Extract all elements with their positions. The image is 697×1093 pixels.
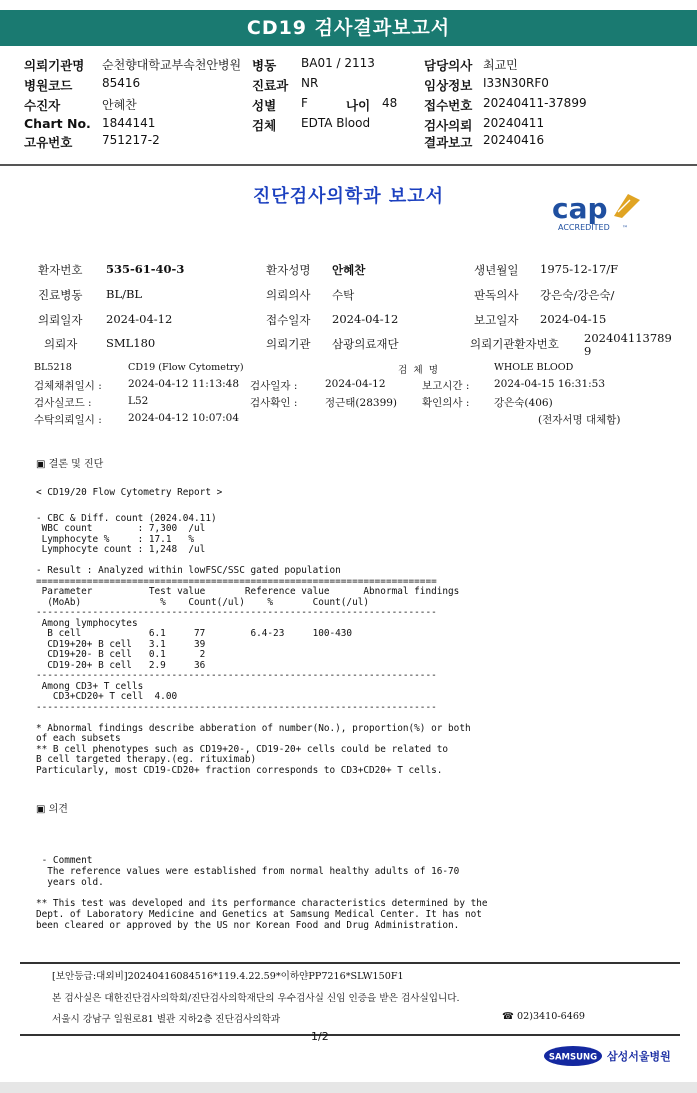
report-line: - Result : Analyzed within lowFSC/SSC gated population [36,565,341,576]
comment-line: ** This test was developed and its performance characteristics determined by the [36,898,488,910]
pi-value-birth: 1975-12-17/F [540,262,619,276]
pi-value-request-date: 2024-04-12 [106,312,173,326]
samsung-hospital-text: 삼성서울병원 [607,1050,671,1063]
pi-value-patient-name: 안혜찬 [332,263,366,277]
receipt-no-label: 접수번호 [424,98,473,113]
certification-line: 본 검사실은 대한진단검사의학회/진단검사의학재단의 우수검사실 신임 인증을 받은 검사실입니다. [52,993,460,1004]
institution-value: 순천향대학교부속천안병원 [102,58,242,72]
unique-no-value: 751217-2 [102,133,160,147]
report-line: CD19+20- B cell 0.1 2 [36,649,206,660]
samsung-brand-text: SAMSUNG [548,1052,598,1063]
report-line: Parameter Test value Reference value Abnormal findings [36,586,460,597]
pi-label-birth: 생년월일 [474,263,519,277]
report-line: ----------------------------------------------------------------------- [36,701,437,713]
department-label: 진료과 [252,78,289,93]
footer-box [20,962,680,1036]
cap-accredited-text: ACCREDITED [558,223,610,232]
clinical-info-label: 임상정보 [424,78,473,93]
report-line: ----------------------------------------------------------------------- [36,607,437,618]
pi-value-patient-no: 535-61-40-3 [106,262,185,276]
sex-label: 성별 [252,98,277,113]
pi-value-requester: SML180 [106,336,156,350]
report-line: B cell targeted therapy.(eg. rituximab) [36,754,257,765]
specimen-name-value: WHOLE BLOOD [494,362,574,373]
request-time-label: 수탁의뢰일시 : [34,414,102,426]
doctor-label: 담당의사 [424,58,473,73]
age-label: 나이 [346,98,371,113]
lab-address: 서울시 강남구 일원로81 별관 지하2층 진단검사의학과 [52,1014,281,1025]
test-date-label: 검사일자 : [250,380,298,392]
ward-label: 병동 [252,58,277,73]
test-confirm-value: 정근태(28399) [325,397,398,409]
result-heading: ▣ 결론 및 진단 [36,459,104,470]
test-confirm-label: 검사확인 : [250,397,298,409]
specimen-value: EDTA Blood [301,116,371,130]
pi-label-ward: 진료병동 [38,288,83,302]
report-line: ----------------------------------------------------------------------- [36,670,437,681]
receipt-no-value: 20240411-37899 [483,96,587,110]
report-date-label: 결과보고 [424,135,473,150]
pi-value-org-patient-no-cont: 9 [584,344,592,358]
bottom-stripe [0,1082,697,1093]
unique-no-label: 고유번호 [24,135,73,150]
report-line: Lymphocyte % : 17.1 % [36,533,195,545]
ward-value: BA01 / 2113 [301,56,375,70]
lab-room-label: 검사실코드 : [34,397,92,409]
test-code: BL5218 [34,362,72,373]
samsung-hospital-logo [543,1043,673,1069]
report-time-label: 보고시간 : [422,380,470,392]
pi-value-receipt-date: 2024-04-12 [332,312,399,326]
pi-label-request-date: 의뢰일자 [38,313,83,327]
report-line: Among CD3+ T cells [36,680,144,692]
cap-trademark: ™ [622,225,628,232]
test-name: CD19 (Flow Cytometry) [128,362,244,373]
pi-label-requester: 의뢰자 [44,337,78,351]
request-time-value: 2024-04-12 10:07:04 [128,412,240,424]
lab-phone: ☎ 02)3410-6469 [502,1011,586,1022]
cap-logo-text: cap [552,192,608,225]
age-value: 48 [382,96,398,110]
collect-time-value: 2024-04-12 11:13:48 [128,378,240,390]
hospital-code-value: 85416 [102,76,141,90]
report-date-value: 20240416 [483,133,545,147]
pi-label-org-patient-no: 의뢰기관환자번호 [470,337,559,351]
pi-label-patient-no: 환자번호 [38,263,83,277]
cap-accredited-logo [548,186,644,236]
pi-value-request-doctor: 수탁 [332,288,355,302]
hospital-code-label: 병원코드 [24,78,73,93]
report-line: ======================================================================= [36,575,437,587]
report-line: < CD19/20 Flow Cytometry Report > [36,487,223,498]
pi-value-request-org: 삼광의료재단 [332,337,399,351]
report-line: Among lymphocytes [36,617,138,629]
chart-no-value: 1844141 [102,116,156,130]
chart-no-label: Chart No. [24,116,91,131]
pi-label-request-org: 의뢰기관 [266,337,311,351]
report-line: - CBC & Diff. count (2024.04.11) [36,512,217,524]
confirm-doctor-value: 강은숙(406) [494,397,553,409]
comment-line: The reference values were established from normal healthy adults of 16-70 [36,865,460,877]
comment-line: Dept. of Laboratory Medicine and Genetics at Samsung Medical Center. It has not [36,909,482,920]
lab-room-value: L52 [128,395,149,407]
request-date-value: 20240411 [483,116,545,130]
page-number: 1/2 [311,1030,329,1043]
report-line: Particularly, most CD19-CD20+ fraction corresponds to CD3+CD20+ T cells. [36,764,443,776]
comment-line: been cleared or approved by the US nor Korean Food and Drug Administration. [36,919,460,931]
pi-label-receipt-date: 접수일자 [266,313,311,327]
patient-value: 안혜찬 [102,98,137,112]
confirm-doctor-label: 확인의사 : [422,397,470,409]
security-line: [보안등급:대외비]20240416084516*119.4.22.59*이하얀PP7216*SLW150F1 [52,971,404,982]
sex-value: F [301,96,308,110]
test-date-value: 2024-04-12 [325,378,386,390]
report-line: WBC count : 7,300 /ul [36,523,206,534]
pi-value-reading-doctor: 강은숙/강은숙/ [540,288,615,302]
report-line: * Abnormal findings describe abberation of number(No.), proportion(%) or both [36,722,471,734]
pi-value-ward: BL/BL [106,287,143,301]
report-line: CD3+CD20+ T cell 4.00 [36,691,178,702]
report-line: (MoAb) % Count(/ul) % Count(/ul) [36,596,370,608]
report-line: CD19+20+ B cell 3.1 39 [36,638,206,650]
collect-time-label: 검체채취일시 : [34,380,102,392]
opinion-heading: ▣ 의견 [36,804,68,815]
request-date-label: 검사의뢰 [424,118,473,133]
specimen-name-label: 검 체 명 [398,365,439,376]
pi-label-request-doctor: 의뢰의사 [266,288,311,302]
esign-note: (전자서명 대체함) [538,414,621,426]
pi-label-report-date: 보고일자 [474,313,519,327]
report-time-value: 2024-04-15 16:31:53 [494,378,606,390]
doctor-value: 최교민 [483,58,518,72]
patient-label: 수진자 [24,98,61,113]
report-line: Lymphocyte count : 1,248 /ul [36,544,206,555]
report-line: CD19-20+ B cell 2.9 36 [36,659,206,671]
lab-report-title: 진단검사의학과 보고서 [252,186,445,207]
pi-label-patient-name: 환자성명 [266,263,311,277]
specimen-label: 검체 [252,118,277,133]
clinical-info-value: I33N30RF0 [483,76,549,90]
report-title-bar: CD19 검사결과보고서 [0,10,697,46]
pi-value-report-date: 2024-04-15 [540,312,607,326]
pi-value-org-patient-no: 202404113789 [584,331,672,345]
institution-label: 의뢰기관명 [24,58,85,73]
cap-flag-icon [614,194,640,218]
header-info [0,48,697,166]
department-value: NR [301,76,319,90]
report-line: of each subsets [36,733,121,744]
comment-line: - Comment [36,855,93,866]
report-line: B cell 6.1 77 6.4-23 100-430 [36,628,353,639]
comment-line: years old. [36,876,104,888]
report-line: ** B cell phenotypes such as CD19+20-, CD19-20+ cells could be related to [36,743,449,755]
pi-label-reading-doctor: 판독의사 [474,288,519,302]
